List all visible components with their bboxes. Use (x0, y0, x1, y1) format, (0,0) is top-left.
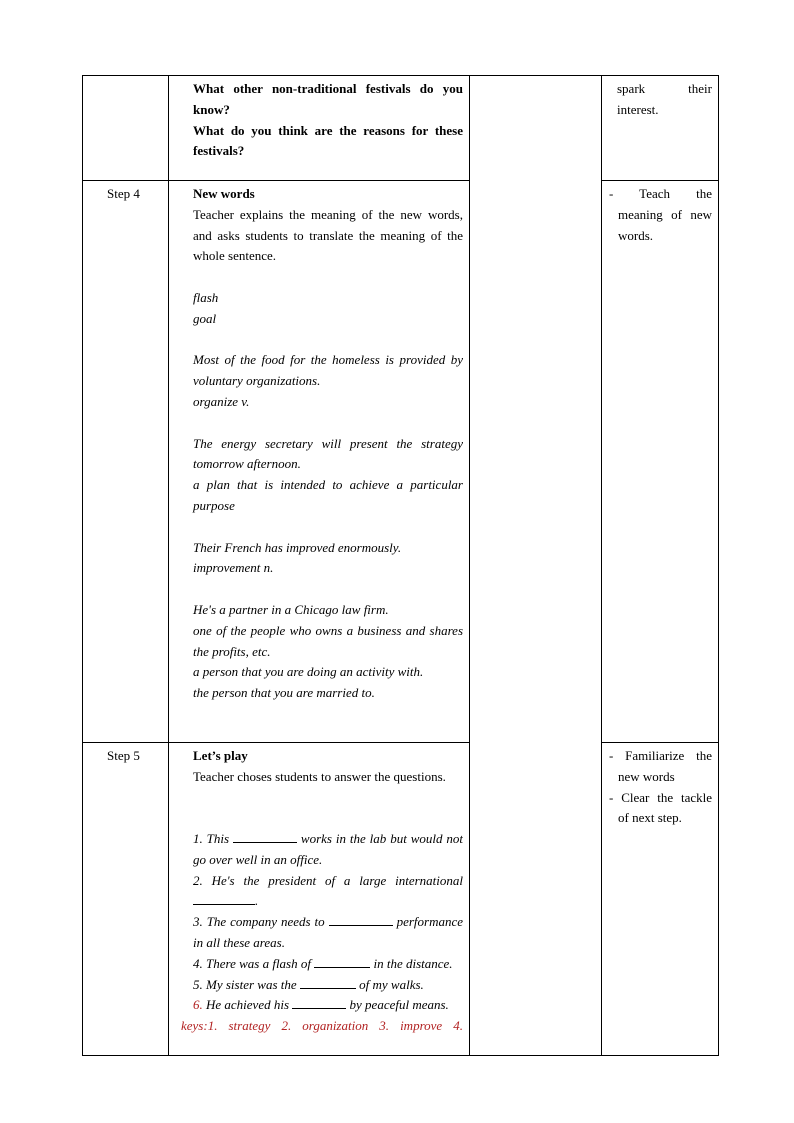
row-divider-1b (601, 180, 719, 181)
question-4-blank (314, 954, 370, 968)
row3-questions-cell (181, 829, 463, 1055)
table-top-border (82, 75, 719, 76)
column-divider-1 (168, 75, 169, 1056)
question-4-end: in the distance. (373, 955, 453, 971)
question-other-festivals: What other non-traditional festivals do you know? (193, 81, 463, 117)
column-divider-3 (601, 75, 602, 1056)
question-5-end: of my walks. (359, 976, 424, 992)
row-divider-2 (82, 742, 470, 743)
step-4-label: Step 4 (107, 186, 140, 201)
definition-partner-2: a person that you are doing an activity with. (193, 664, 424, 680)
definition-partner-1: one of the people who owns a business and shares the profits, etc. (193, 622, 463, 659)
row3-heading-cell (193, 746, 463, 788)
question-2 (181, 871, 463, 913)
question-6-number: 6. (193, 997, 203, 1013)
lets-play-intro: Teacher choses students to answer the questions. (193, 768, 446, 784)
question-festival-reasons: What do you think are the reasons for these festivals? (193, 122, 463, 159)
question-3 (181, 912, 463, 954)
row2-activity-cell (193, 184, 463, 704)
new-words-intro: Teacher explains the meaning of the new words, and asks students to translate the meaning of the whole sentence. (193, 206, 463, 264)
question-3-end: performance in all these areas. (193, 914, 463, 950)
example-improve: Their French has improved enormously. (193, 539, 402, 555)
table-left-border (82, 75, 83, 1056)
definition-partner-3: the person that you are married to. (193, 685, 375, 701)
word-flash: flash (193, 289, 219, 305)
purpose-familiarize: - Familiarize the new words (609, 748, 712, 784)
question-2-blank (193, 891, 255, 905)
question-3-start: 3. The company needs to (193, 914, 325, 930)
word-improvement: improvement n. (193, 560, 274, 576)
question-2-start: 2. He's the president of a large international (193, 872, 463, 888)
question-3-blank (329, 912, 393, 926)
row-divider-1 (82, 180, 470, 181)
table-bottom-border (82, 1055, 719, 1056)
question-6-start: He achieved his (206, 997, 290, 1013)
example-strategy: The energy secretary will present the strategy tomorrow afternoon. (193, 435, 463, 472)
step-5-label: Step 5 (107, 748, 140, 763)
row2-purpose-cell (609, 184, 712, 246)
question-4 (181, 954, 463, 975)
purpose-teach-meaning: - Teach the meaning of new words. (609, 186, 712, 243)
question-5-start: 5. My sister was the (193, 976, 297, 992)
word-goal: goal (193, 310, 217, 326)
question-6-blank (292, 995, 346, 1009)
answer-keys: keys:1. strategy 2. organization 3. improve 4. (181, 1018, 463, 1034)
definition-strategy: a plan that is intended to achieve a particular purpose (193, 477, 463, 513)
row3-purpose-cell (609, 746, 712, 829)
lets-play-heading: Let’s play (193, 748, 248, 763)
question-1-blank (233, 829, 297, 843)
row1-purpose-cell (617, 79, 712, 121)
question-1-start: 1. This (193, 831, 230, 846)
question-2-end: . (255, 893, 259, 909)
row1-activity-cell (193, 79, 463, 162)
row-divider-2b (601, 742, 719, 743)
column-divider-2 (469, 75, 470, 1056)
question-6-end: by peaceful means. (349, 997, 449, 1013)
purpose-clear-tackle: - Clear the tackle of next step. (609, 789, 712, 826)
question-5-blank (300, 975, 356, 989)
word-organize: organize v. (193, 393, 250, 409)
example-partner: He's a partner in a Chicago law firm. (193, 601, 389, 617)
question-1 (181, 829, 463, 871)
new-words-heading: New words (193, 186, 255, 201)
question-5 (181, 975, 463, 996)
purpose-spark-interest: spark their interest. (617, 81, 712, 117)
question-1-end: works in the lab but would not go over well in an office. (193, 831, 463, 867)
table-right-border (718, 75, 719, 1056)
question-4-start: 4. There was a flash of (193, 955, 311, 971)
example-organize: Most of the food for the homeless is provided by voluntary organizations. (193, 352, 463, 389)
question-6 (181, 995, 463, 1016)
